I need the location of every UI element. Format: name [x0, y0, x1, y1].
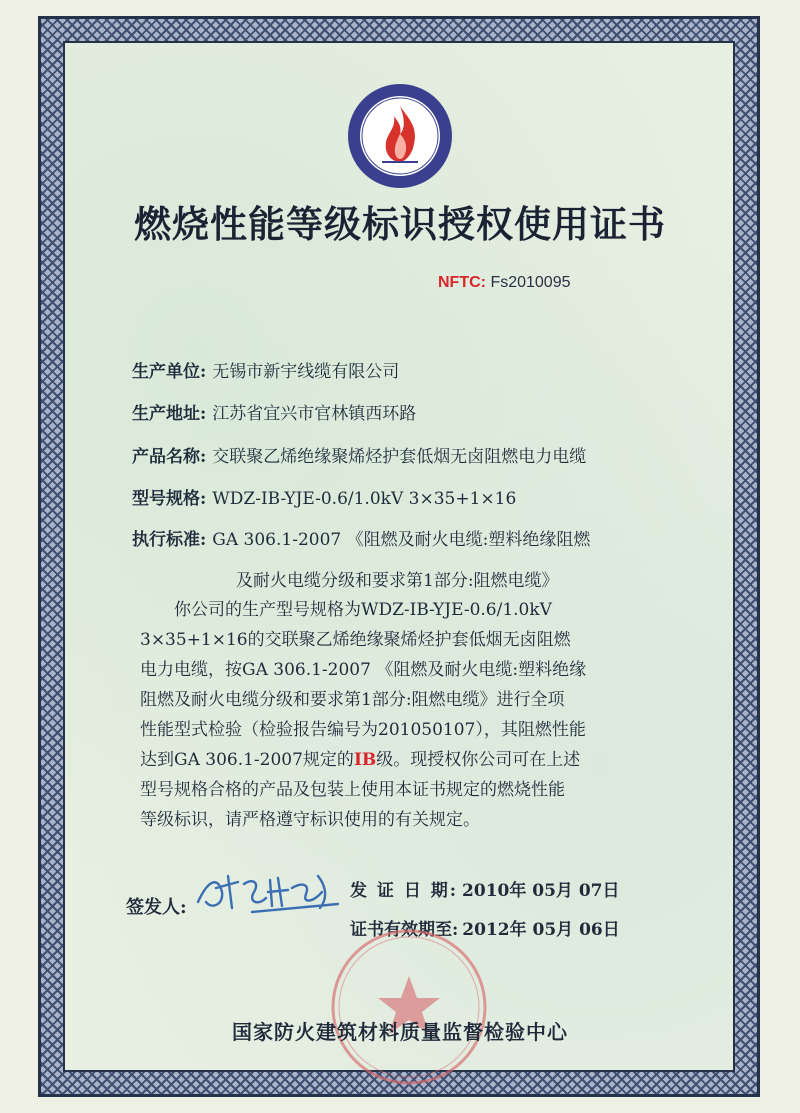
issuing-authority: 国家防火建筑材料质量监督检验中心	[232, 1020, 568, 1044]
paragraph-line: 3×35+1×16的交联聚乙烯绝缘聚烯烃护套低烟无卤阻燃	[140, 630, 571, 650]
flame-emblem-icon	[346, 82, 454, 190]
grade-value: ⅠB	[353, 750, 377, 770]
field-value: 及耐火电缆分级和要求第1部分:阻燃电缆》	[236, 571, 559, 591]
paragraph-line: 电力电缆，按GA 306.1-2007 《阻燃及耐火电缆:塑料绝缘	[140, 660, 587, 680]
page-title: 燃烧性能等级标识授权使用证书	[134, 202, 666, 246]
signer-label: 签发人:	[126, 897, 187, 918]
field-label: 产品名称:	[132, 447, 207, 467]
field-value: 无锡市新宇线缆有限公司	[212, 362, 400, 382]
field-model	[132, 484, 516, 509]
field-standard-continued	[236, 566, 559, 591]
field-address	[132, 399, 416, 424]
paragraph-line: 阻燃及耐火电缆分级和要求第1部分:阻燃电缆》进行全项	[140, 690, 565, 710]
certificate-number	[438, 274, 571, 292]
paragraph-line: 你公司的生产型号规格为WDZ-ⅠB-YJE-0.6/1.0kV	[174, 600, 552, 620]
paragraph-text: 级。现授权你公司可在上述	[376, 750, 581, 770]
valid-until-value: 2012年 05月 06日	[462, 920, 620, 940]
certificate-number-value: Fs2010095	[490, 274, 571, 291]
field-value: GA 306.1-2007 《阻燃及耐火电缆:塑料绝缘阻燃	[212, 530, 591, 550]
field-value: 江苏省宜兴市官林镇西环路	[212, 404, 417, 424]
field-value: 交联聚乙烯绝缘聚烯烃护套低烟无卤阻燃电力电缆	[212, 447, 587, 467]
paragraph-line: 性能型式检验（检验报告编号为201050107），其阻燃性能	[140, 720, 586, 740]
paragraph-line: 等级标识，请严格遵守标识使用的有关规定。	[140, 810, 480, 830]
field-value: WDZ-IB-YJE-0.6/1.0kV 3×35+1×16	[212, 489, 517, 509]
issue-date-label: 发 证 日 期:	[350, 881, 459, 901]
field-label: 生产地址:	[132, 404, 207, 424]
field-label: 生产单位:	[132, 362, 207, 382]
valid-until-label: 证书有效期至:	[350, 920, 459, 940]
authorization-paragraph	[140, 595, 660, 835]
field-label: 执行标准:	[132, 530, 207, 550]
issue-date	[350, 876, 620, 901]
issue-date-value: 2010年 05月 07日	[462, 881, 620, 901]
certificate-number-label: NFTC:	[438, 274, 486, 291]
field-manufacturer	[132, 357, 399, 382]
handwritten-signature-icon	[188, 862, 348, 922]
field-label: 型号规格:	[132, 489, 207, 509]
field-product-name	[132, 442, 586, 467]
paragraph-text: 达到GA 306.1-2007规定的	[140, 750, 354, 770]
paragraph-line: 型号规格合格的产品及包装上使用本证书规定的燃烧性能	[140, 780, 565, 800]
paragraph-line	[140, 745, 660, 775]
red-star-seal-icon	[330, 928, 488, 1086]
field-standard	[132, 525, 590, 550]
